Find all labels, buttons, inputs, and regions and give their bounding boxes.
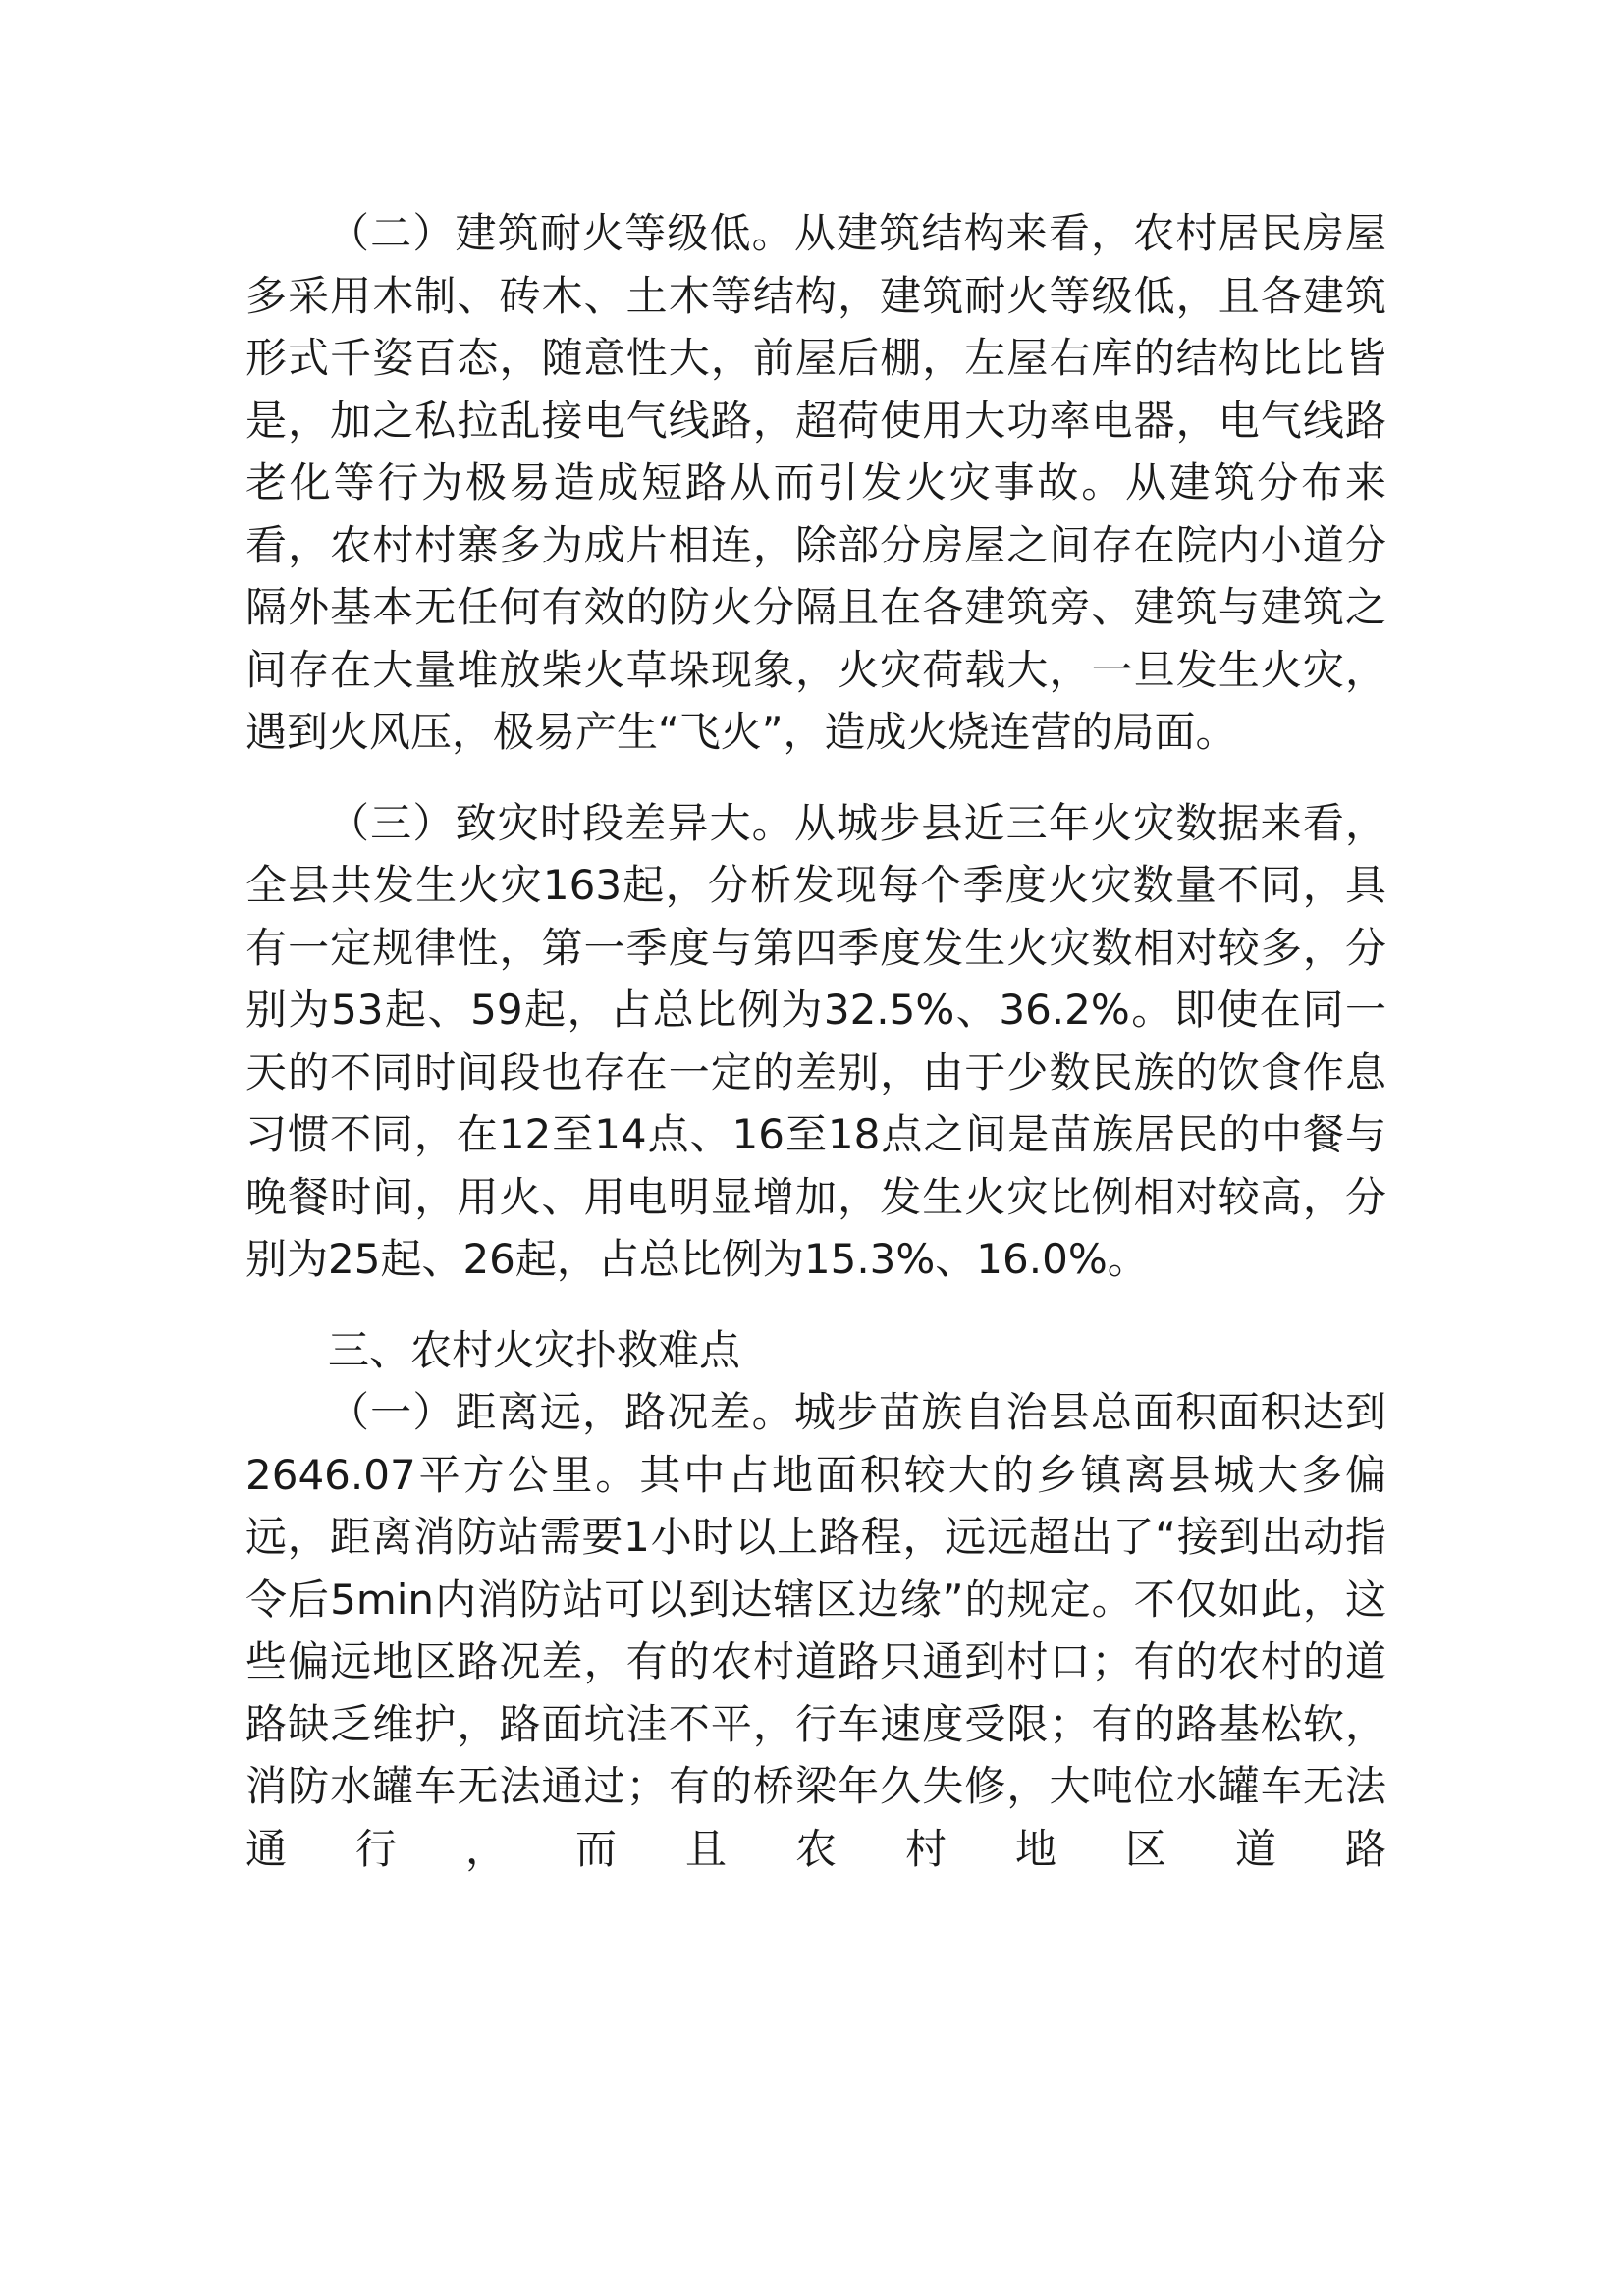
section-heading: 三、农村火灾扑救难点 — [328, 1325, 741, 1374]
paragraph-building-fire-rating: （二）建筑耐火等级低。从建筑结构来看，农村居民房屋多采用木制、砖木、土木等结构，建筑耐火等级低，且各建筑形式千姿百态，随意性大，前屋后棚，左屋右库的结构比比皆是，加之私拉乱接电气线路，超荷使用大功率电器，电气线路老化等行为极易造成短路从而引发火灾事故。从建筑分布来看，农村村寨多为成片相连，除部分房屋之间存在院内小道分隔外基本无任何有效的防火分隔且在各建筑旁、建筑与建筑之间存在大量堆放柴火草垛现象，火灾荷载大，一旦发生火灾，遇到火风压，极易产生“飞火”，造成火烧连营的局面。 — [245, 209, 1386, 756]
paragraph-time-period-difference: （三）致灾时段差异大。从城步县近三年火灾数据来看，全县共发生火灾163起，分析发现每个季度火灾数量不同，具有一定规律性，第一季度与第四季度发生火灾数相对较多，分别为53起、59起，占总比例为32.5%、36.2%。即使在同一天的不同时间段也存在一定的差别，由于少数民族的饮食作息习惯不同，在12至14点、16至18点之间是苗族居民的中餐与晚餐时间，用火、用电明显增加，发生火灾比例相对较高，分别为25起、26起，占总比例为15.3%、16.0%。 — [245, 798, 1386, 1283]
document-page — [245, 202, 1386, 1880]
paragraph-distance-road-conditions: （一）距离远，路况差。城步苗族自治县总面积面积达到2646.07平方公里。其中占地面积较大的乡镇离县城大多偏远，距离消防站需要1小时以上路程，远远超出了“接到出动指令后5min内消防站可以到达辖区边缘”的规定。不仅如此，这些偏远地区路况差，有的农村道路只通到村口；有的农村的道路缺乏维护，路面坑洼不平，行车速度受限；有的路基松软，消防水罐车无法通过；有的桥梁年久失修，大吨位水罐车无法通行，而且农村地区道路 — [245, 1388, 1386, 1873]
